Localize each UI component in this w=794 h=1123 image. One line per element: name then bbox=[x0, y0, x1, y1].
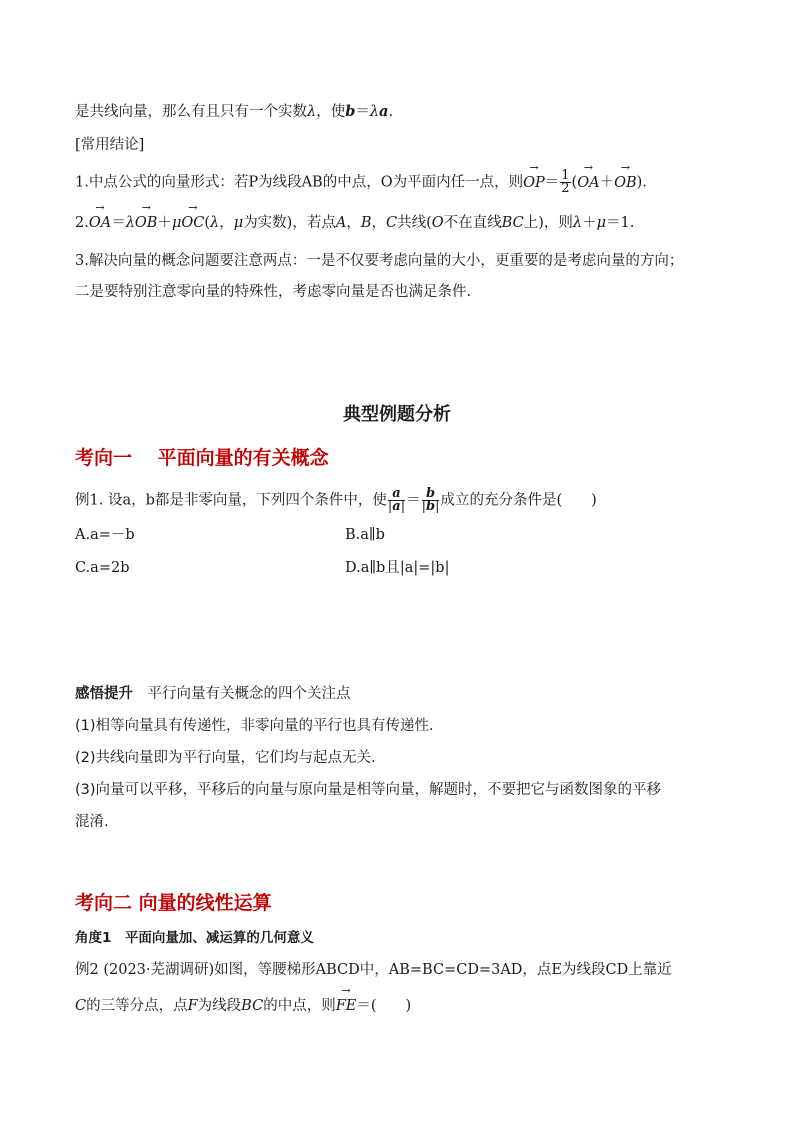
insight-point-3-line-2: 混淆. bbox=[75, 814, 109, 830]
fraction-one-half: $\frac{1}{2}$ bbox=[561, 168, 570, 196]
conclusion-item-3-line-1: 3.解决向量的概念问题要注意两点：一是不仅要考虑向量的大小，更重要的是考虑向量的方向； bbox=[75, 253, 684, 269]
insight-point-2: (2)共线向量即为平行向量，它们均与起点无关. bbox=[75, 750, 376, 766]
topic-1-title: 考向一 平面向量的有关概念 bbox=[75, 447, 329, 469]
insight-point-1: (1)相等向量具有传递性，非零向量的平行也具有传递性. bbox=[75, 718, 434, 734]
option-b[interactable]: B.a∥b bbox=[345, 527, 385, 543]
conclusion-item-2: 2.→ OA＝λ→ OB＋μ→ OC(λ，μ为实数)，若点A，B，C共线(O不在直线BC上)，则λ＋μ＝1. bbox=[75, 213, 634, 233]
fraction-a-over-abs-a: $\frac{a}{|a|}$ bbox=[387, 486, 406, 514]
option-a[interactable]: A.a=－b bbox=[75, 527, 135, 543]
intro-text-start: 是共线向量，那么有且只有一个实数 bbox=[75, 104, 307, 120]
example-1: 例1. 设a，b都是非零向量，下列四个条件中，使 $\frac{a}{|a|}$ ＝ $\frac{b}{|b|}$ 成立的充分条件是( ) bbox=[75, 486, 597, 514]
example-2-line-1: 例2 (2023·芜湖调研)如图，等腰梯形ABCD中，AB=BC=CD=3AD，点E为线段CD上靠近 bbox=[75, 962, 672, 978]
conclusion-item-1: 1.中点公式的向量形式：若P为线段AB的中点，O为平面内任一点，则→ OP＝ $\frac{1}{2}$ (→ OA＋→ OB). bbox=[75, 170, 647, 195]
angle-1-heading: 角度1 平面向量加、减运算的几何意义 bbox=[75, 930, 314, 946]
intro-line: 是共线向量，那么有且只有一个实数λ，使b＝λa. bbox=[75, 103, 394, 120]
insight-label: 感悟提升 bbox=[75, 686, 133, 702]
example-2-line-2: C的三等分点，点F为线段BC的中点，则→ FE＝( ) bbox=[75, 996, 411, 1016]
section-title: 典型例题分析 bbox=[343, 404, 451, 425]
option-d[interactable]: D.a∥b且|a|=|b| bbox=[345, 560, 450, 576]
topic-2-title: 考向二 向量的线性运算 bbox=[75, 892, 272, 914]
conclusion-item-3-line-2: 二是要特别注意零向量的特殊性，考虑零向量是否也满足条件. bbox=[75, 284, 472, 300]
fraction-b-over-abs-b: $\frac{b}{|b|}$ bbox=[421, 486, 440, 514]
insight-header bbox=[75, 684, 351, 704]
option-c[interactable]: C.a=2b bbox=[75, 560, 130, 576]
insight-title: 平行向量有关概念的四个关注点 bbox=[147, 686, 351, 702]
conclusions-header: [常用结论] bbox=[75, 137, 145, 153]
insight-point-3-line-1: (3)向量可以平移，平移后的向量与原向量是相等向量，解题时，不要把它与函数图象的平移 bbox=[75, 782, 662, 798]
